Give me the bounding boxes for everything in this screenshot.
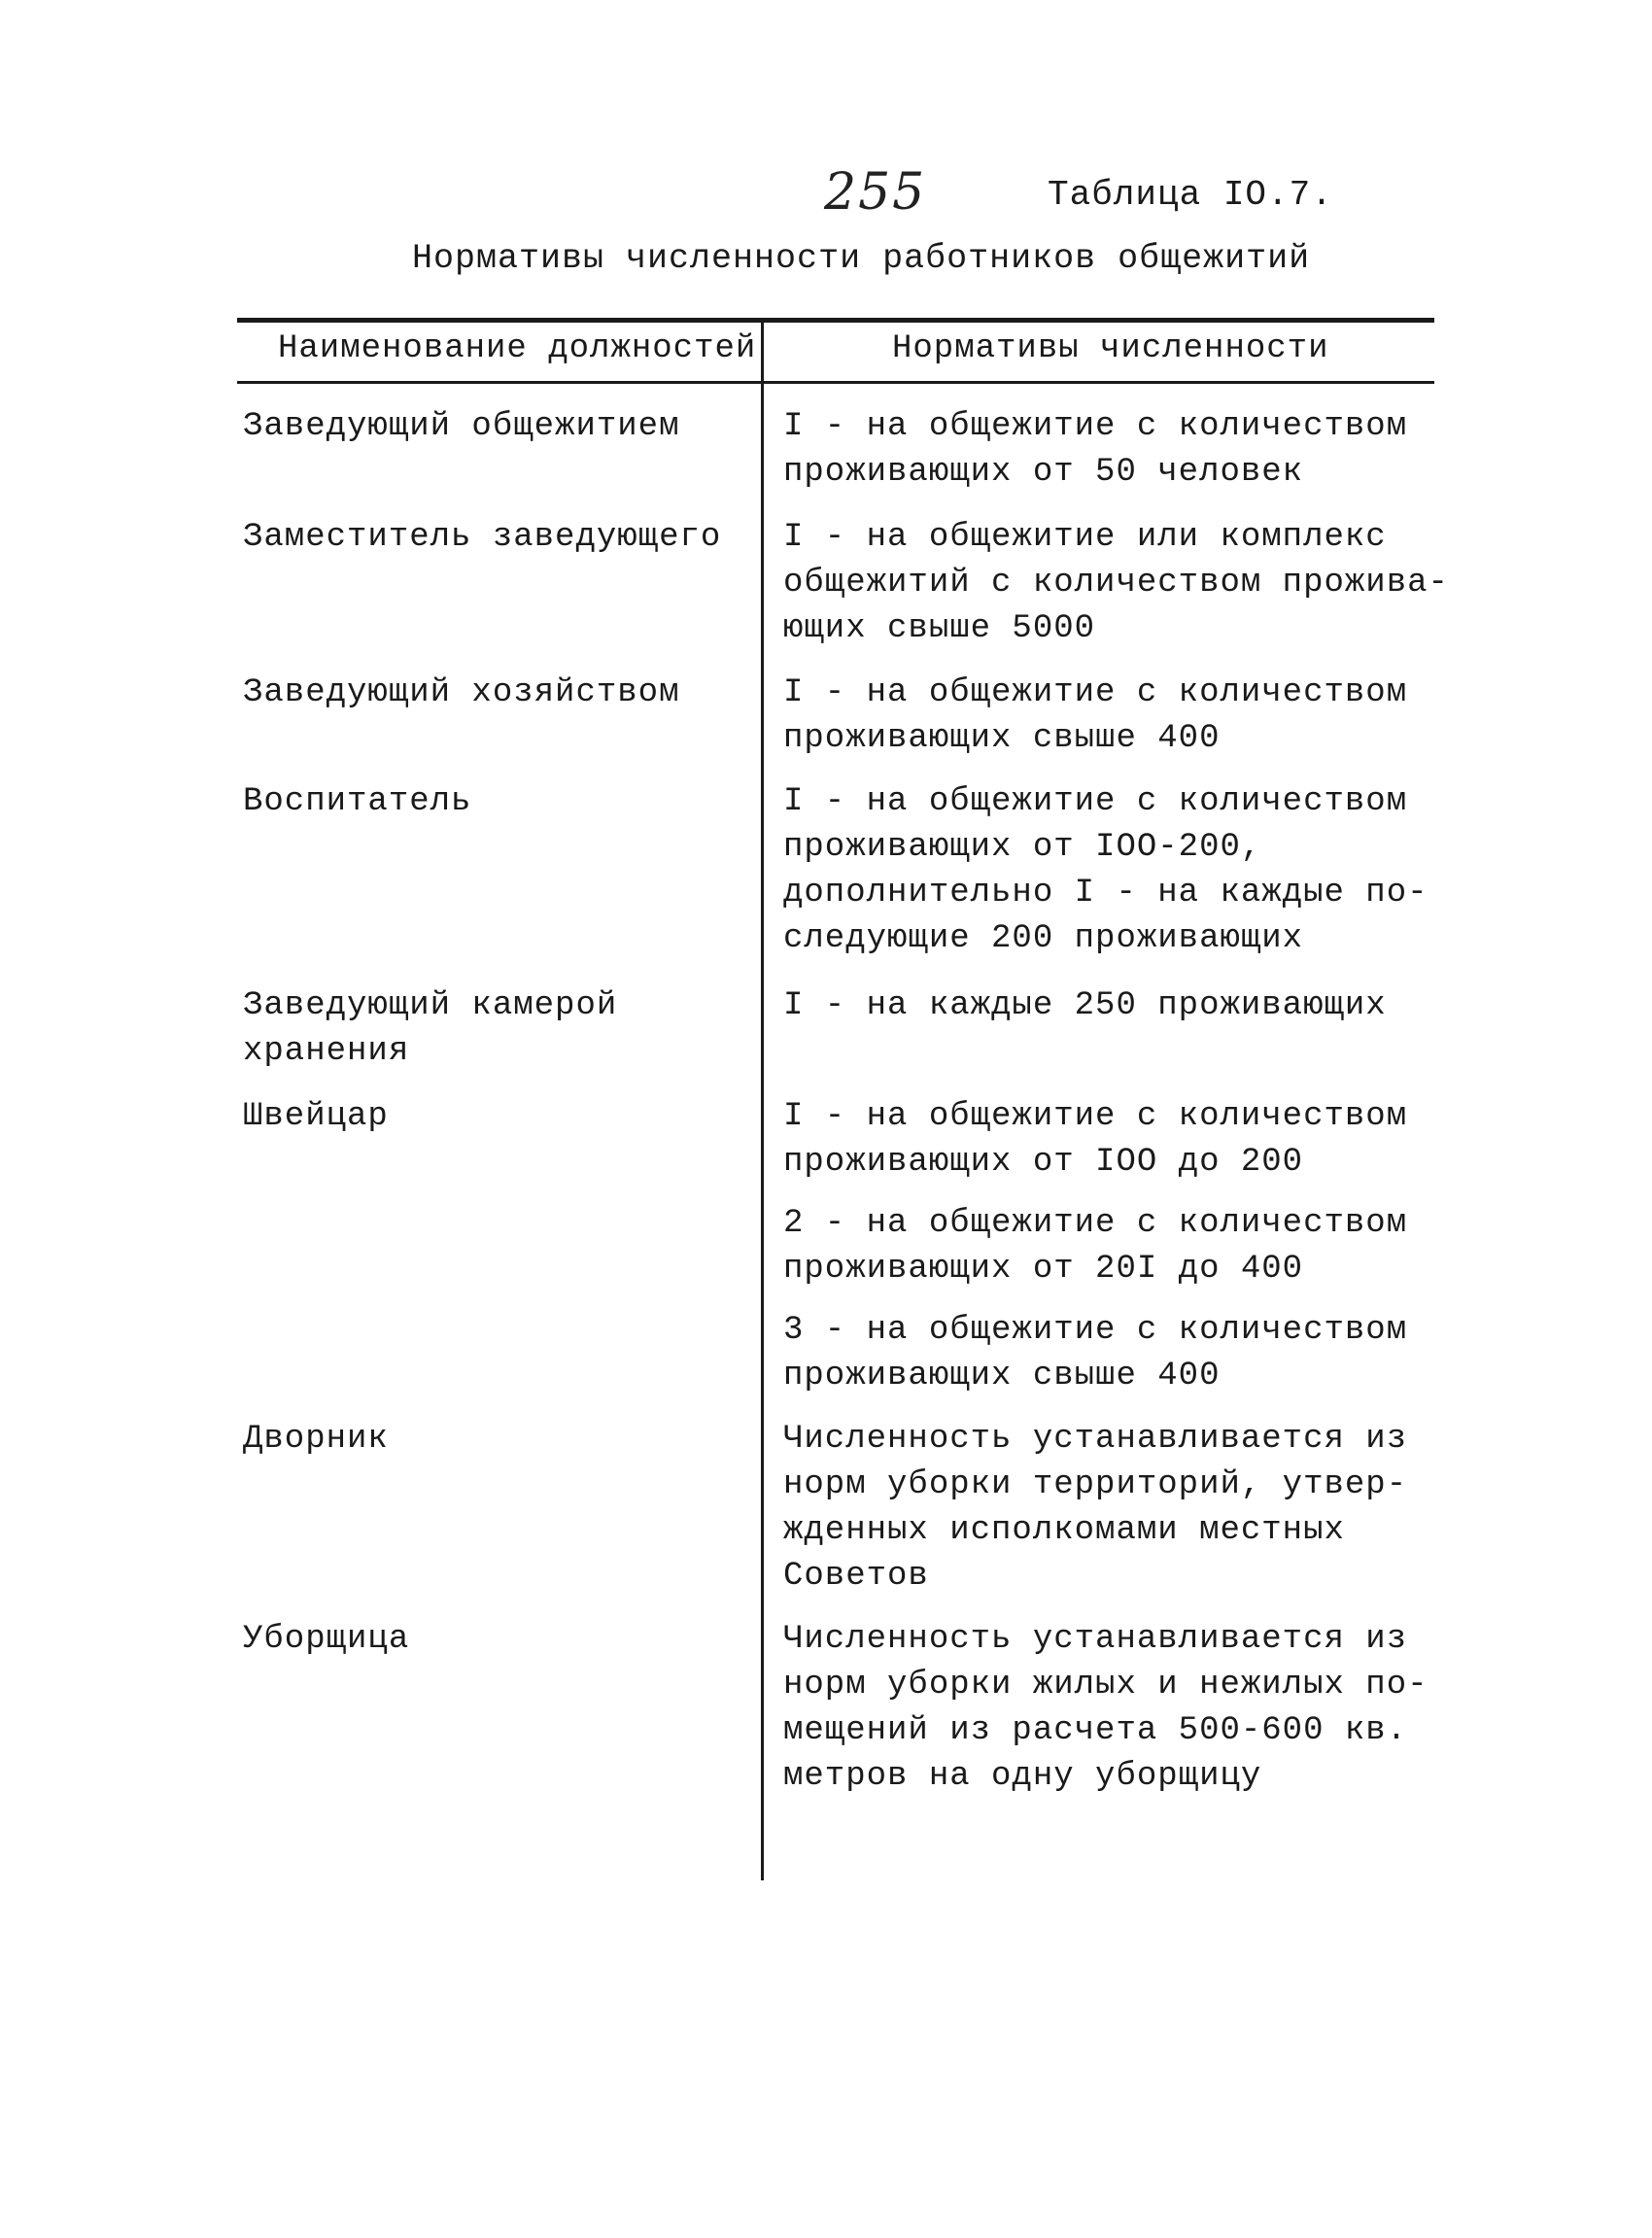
table-header-rule [237,381,1434,384]
row-norm: Численность устанавливается из норм уборки жилых и нежилых по- мещений из расчета 500-600 кв. метров на одну уборщицу [783,1621,1428,1795]
row-position: Заведующий общежитием [243,408,680,445]
header-position: Наименование должностей [278,330,757,367]
row-norm: I - на общежитие с количеством проживающих от IOO-200, дополнительно I - на каждые по- следующие 200 проживающих [783,783,1428,957]
row-norm: I - на общежитие или комплекс общежитий с количеством прожива- ющих свыше 5000 [783,519,1449,647]
page-number: 255 [824,163,927,222]
row-position: Швейцар [243,1098,389,1135]
row-position: Дворник [243,1421,389,1458]
table-top-rule [237,318,1434,323]
row-position: Воспитатель [243,783,472,820]
table-column-divider [761,321,764,1880]
row-norm: I - на общежитие с количеством проживающих свыше 400 [783,674,1408,757]
row-norm: I - на каждые 250 проживающих [783,987,1387,1024]
row-position: Заведующий камерой хранения [243,987,618,1070]
row-norm: I - на общежитие с количеством проживающих от IOO до 200 [783,1098,1408,1181]
row-norm: Численность устанавливается из норм уборки территорий, утвер- жденных исполкомами местных Советов [783,1421,1408,1595]
row-position: Уборщица [243,1621,410,1658]
row-norm: 3 - на общежитие с количеством проживающих свыше 400 [783,1312,1408,1394]
row-position: Заведующий хозяйством [243,674,680,711]
row-position: Заместитель заведующего [243,519,722,556]
table-label: Таблица IO.7. [1048,175,1333,215]
row-norm: 2 - на общежитие с количеством проживающих от 20I до 400 [783,1205,1408,1288]
table-title: Нормативы численности работников общежитий [412,239,1311,278]
row-norm: I - на общежитие с количеством проживающих от 50 человек [783,408,1408,491]
header-norms: Нормативы численности [892,330,1329,367]
